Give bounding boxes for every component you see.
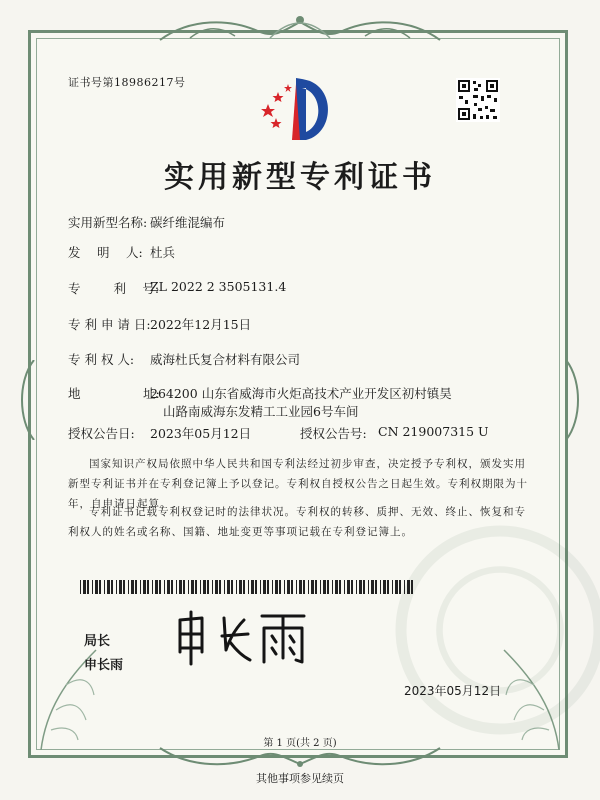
signature-date: 2023年05月12日 [404, 684, 502, 698]
field-row-application-date [0, 315, 600, 333]
cnipa-logo-icon [252, 74, 342, 144]
director-title: 局长 [84, 634, 111, 649]
field-label: 专 利 申 请 日: [68, 317, 151, 332]
certificate-number: 证书号第18986217号 [68, 76, 186, 89]
grant-number-label: 授权公告号: [300, 426, 367, 441]
field-label: 发 明 人: [68, 245, 143, 260]
qr-code-icon [456, 78, 500, 122]
continued-note: 其他事项参见续页 [256, 772, 344, 785]
legal-paragraph-status: 专利证书记载专利权登记时的法律状况。专利权的转移、质押、无效、终止、恢复和专利权人的姓名或名称、国籍、地址变更等事项记载在专利登记簿上。 [68, 506, 526, 538]
handwritten-signature [172, 608, 312, 668]
field-row-utility-model-name [0, 213, 600, 231]
field-value: 威海杜氏复合材料有限公司 [150, 352, 301, 367]
legal-paragraph-grant: 国家知识产权局依照中华人民共和国专利法经过初步审查，决定授予专利权，颁发实用新型专利证书并在专利登记簿上予以登记。专利权自授权公告之日起生效。专利权期限为十年，自申请日起算。 [68, 458, 528, 510]
director-name: 申长雨 [84, 658, 124, 673]
field-row-address [0, 384, 600, 424]
certificate-title: 实用新型专利证书 [164, 160, 436, 195]
page-number: 第 1 页(共 2 页) [263, 738, 337, 749]
address-label: 地 址: [68, 386, 160, 401]
grant-date-value: 2023年05月12日 [150, 426, 252, 441]
watermark-emblem [390, 520, 600, 740]
grant-number-value: CN 219007315 U [378, 424, 489, 439]
field-label: 专 利 权 人: [68, 352, 135, 367]
field-label: 专 利 号: [68, 281, 160, 296]
field-row-patent-number [0, 279, 600, 297]
field-value: 杜兵 [150, 245, 176, 260]
address-line-2: 山路南威海东发精工工业园6号车间 [163, 404, 359, 419]
field-value: ZL 2022 2 3505131.4 [150, 279, 287, 294]
field-row-patentee [0, 350, 600, 368]
field-row-inventor [0, 243, 600, 261]
field-label: 实用新型名称: [68, 215, 148, 230]
grant-date-label: 授权公告日: [68, 426, 135, 441]
top-ornament [150, 8, 450, 48]
field-value: 2022年12月15日 [150, 317, 252, 332]
field-row-grant [0, 424, 600, 442]
barcode-icon [80, 580, 416, 594]
field-value: 碳纤维混编布 [150, 215, 226, 230]
address-line-1: 264200 山东省威海市火炬高技术产业开发区初村镇昊 [150, 386, 452, 401]
